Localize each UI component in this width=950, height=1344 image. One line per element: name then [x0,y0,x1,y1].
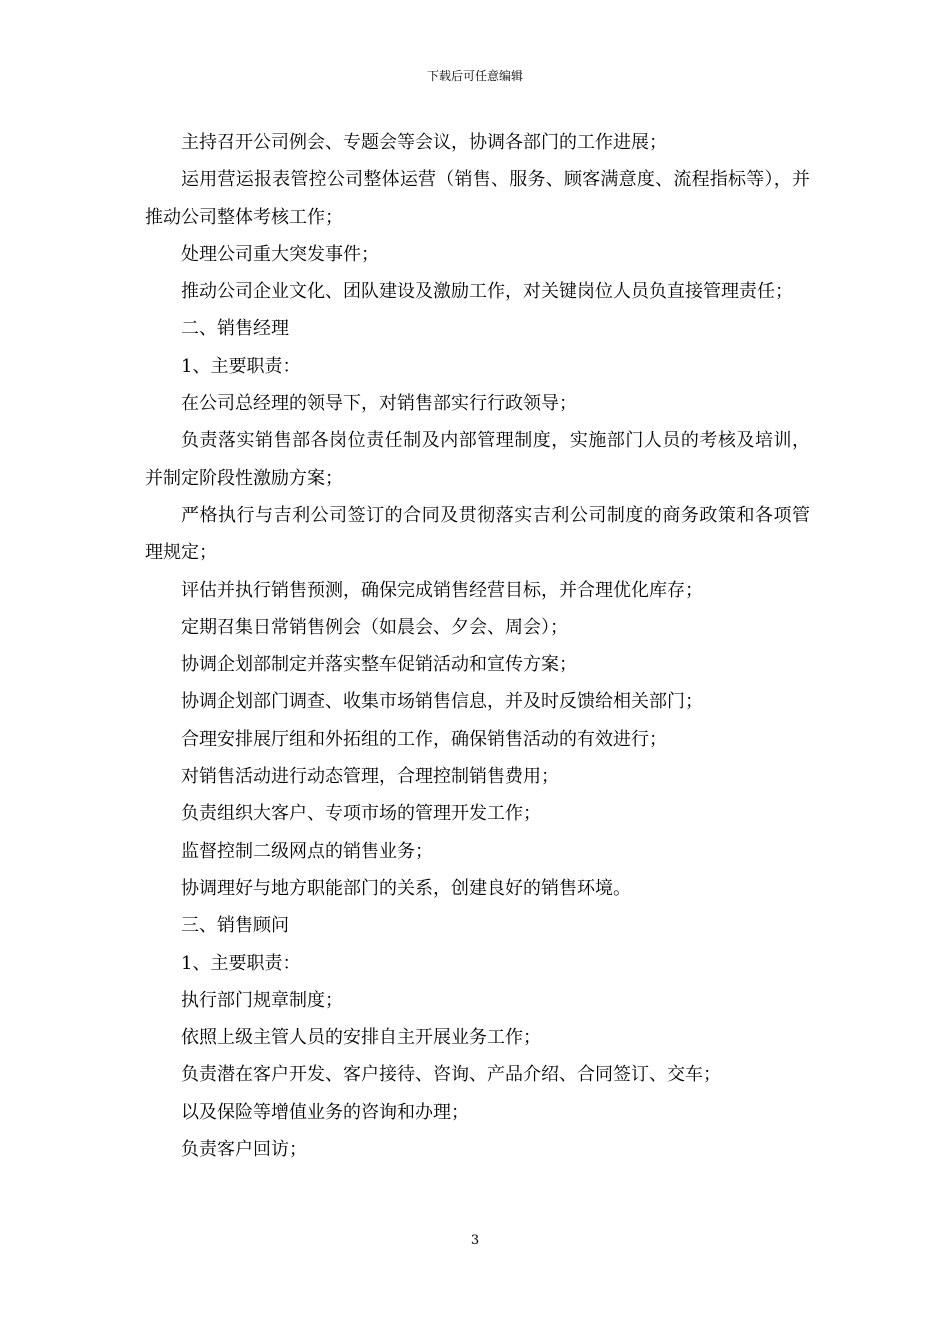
paragraph: 依照上级主管人员的安排自主开展业务工作； [181,1027,541,1049]
document-body [145,124,810,1168]
section-heading: 二、销售经理 [181,318,289,340]
page-number: 3 [470,1233,480,1248]
paragraph: 协调企划部制定并落实整车促销活动和宣传方案； [181,654,577,676]
paragraph: 推动公司企业文化、团队建设及激励工作，对关键岗位人员负直接管理责任； [181,281,793,303]
paragraph: 对销售活动进行动态管理，合理控制销售费用； [181,766,559,788]
paragraph: 以及保险等增值业务的咨询和办理； [181,1101,469,1123]
paragraph: 监督控制二级网点的销售业务； [181,840,433,862]
paragraph: 执行部门规章制度； [181,989,343,1011]
paragraph: 在公司总经理的领导下，对销售部实行行政领导； [181,393,577,415]
paragraph: 负责落实销售部各岗位责任制及内部管理制度，实施部门人员的考核及培训，并制定阶段性激励方案； [145,430,810,489]
paragraph: 负责客户回访； [181,1139,307,1161]
subsection-heading: 1、主要职责： [181,952,301,974]
paragraph: 严格执行与吉利公司签订的合同及贯彻落实吉利公司制度的商务政策和各项管理规定； [145,504,810,564]
section-heading: 三、销售顾问 [181,915,289,937]
paragraph: 负责组织大客户、专项市场的管理开发工作； [181,803,541,825]
paragraph: 主持召开公司例会、专题会等会议，协调各部门的工作进展； [181,132,667,153]
paragraph: 定期召集日常销售例会（如晨会、夕会、周会）； [181,616,568,638]
paragraph: 负责潜在客户开发、客户接待、咨询、产品介绍、合同签订、交车； [181,1064,721,1086]
paragraph: 运用营运报表管控公司整体运营（销售、服务、顾客满意度、流程指标等），并推动公司整体考核工作； [145,169,810,228]
paragraph: 合理安排展厅组和外拓组的工作，确保销售活动的有效进行； [181,728,667,750]
paragraph: 协调企划部门调查、收集市场销售信息，并及时反馈给相关部门； [181,691,703,713]
paragraph: 处理公司重大突发事件； [181,243,379,265]
subsection-heading: 1、主要职责： [181,355,301,377]
paragraph: 评估并执行销售预测，确保完成销售经营目标，并合理优化库存； [181,579,703,601]
paragraph: 协调理好与地方职能部门的关系，创建良好的销售环境。 [181,877,631,899]
header-note: 下载后可任意编辑 [426,69,523,83]
